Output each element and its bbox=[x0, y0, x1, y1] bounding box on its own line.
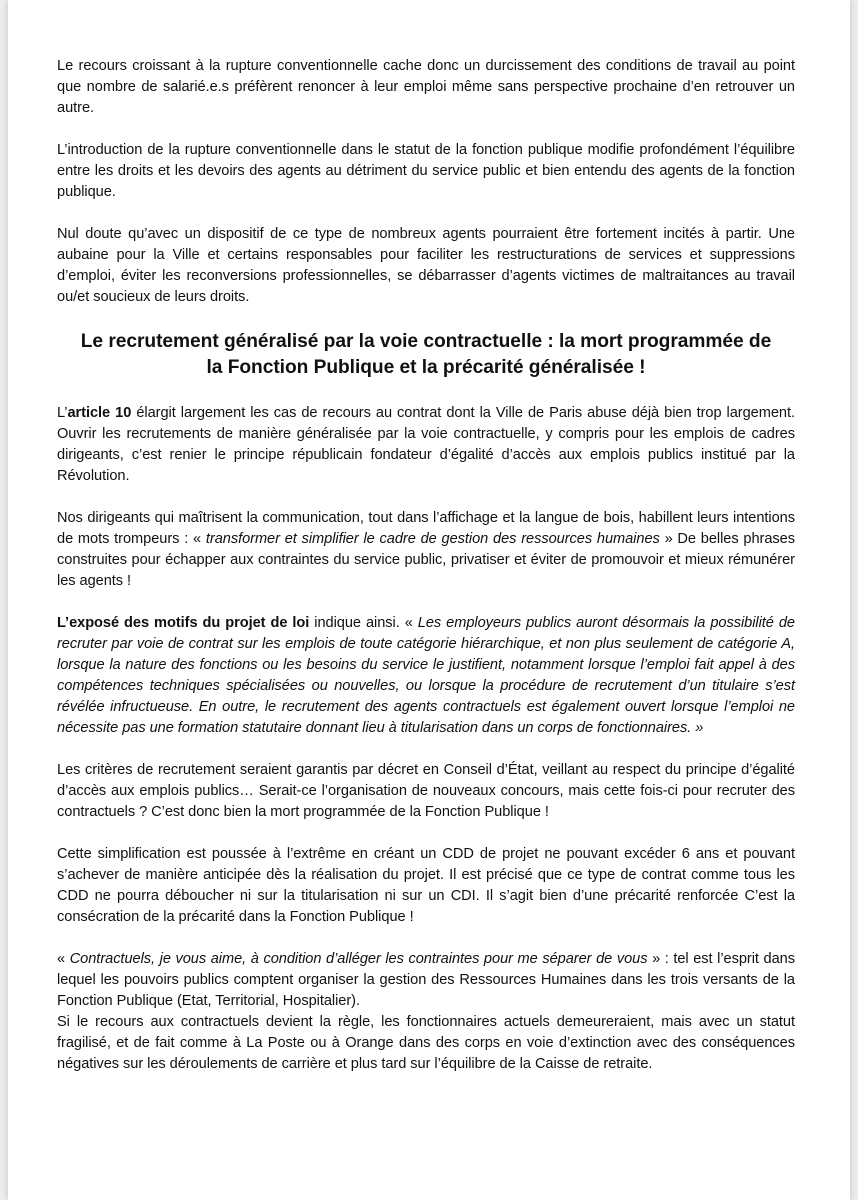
paragraph-contractuels-quote bbox=[57, 949, 795, 1012]
dirigeants-text-end: » De belles phrases construites pour échapper aux contraintes du service public, privatiser et éviter de promouvoir et mieux rémunérer les agents ! bbox=[57, 531, 795, 589]
paragraph-expose-motifs bbox=[57, 613, 795, 739]
section-heading-line-1: Le recrutement généralisé par la voie contractuelle : la mort programmée de bbox=[80, 331, 772, 352]
dirigeants-text-start: Nos dirigeants qui maîtrisent la communication, tout dans l’affichage et la langue de bois, habillent leurs intentions de mots trompeurs : « bbox=[57, 510, 795, 547]
contractuels-text: » : tel est l’esprit dans lequel les pouvoirs publics comptent organiser la gestion des Ressources Humaines dans les trois versants de la Fonction Publique (Etat, Territorial, Hospitalier). bbox=[57, 951, 795, 1009]
paragraph-criteres-recrutement: Les critères de recrutement seraient garantis par décret en Conseil d’État, veillant au respect du principe d’égalité d’accès aux emplois publics… Serait-ce l’organisation de nouveaux concours, mais cette fois-ci pour recruter des contractuels ? C’est donc bien la mort programmée de la Fonction Publique ! bbox=[57, 762, 795, 820]
article-10-bold: article 10 bbox=[67, 405, 132, 421]
paragraph-rupture-statut: L’introduction de la rupture conventionnelle dans le statut de la fonction publique modifie profondément l’équilibre entre les droits et les devoirs des agents au détriment du service public et bien entendu des agents de la fonction publique. bbox=[57, 142, 795, 200]
expose-motifs-bold: L’exposé des motifs du projet de loi bbox=[57, 615, 310, 631]
section-heading bbox=[57, 329, 795, 381]
paragraph-recours-contractuels: Si le recours aux contractuels devient la règle, les fonctionnaires actuels demeureraient, mais avec un statut fragilisé, et de fait comme à La Poste ou à Orange dans des corps en voie d’extinction avec des conséquences négatives sur les déroulements de carrière et plus tard sur l’équilibre de la Caisse de retraite. bbox=[57, 1014, 795, 1072]
article-10-text: élargit largement les cas de recours au contrat dont la Ville de Paris abuse déjà bien trop largement. Ouvrir les recrutements de manière généralisée par la voie contractuelle, y compris pour les emplois de cadres dirigeants, c’est renier le principe républicain fondateur d’égalité d’accès aux emplois publics institué par la Révolution. bbox=[57, 405, 795, 484]
article-10-prefix: L’ bbox=[57, 405, 68, 421]
paragraph-rupture-durcissement: Le recours croissant à la rupture conventionnelle cache donc un durcissement des conditions de travail au point que nombre de salarié.e.s préfèrent renoncer à leur emploi même sans perspective prochaine d’en retrouver un autre. bbox=[57, 58, 795, 116]
paragraph-dispositif-depart: Nul doute qu’avec un dispositif de ce type de nombreux agents pourraient être fortement incités à partir. Une aubaine pour la Ville et certains responsables pour faciliter les restructurations de services et suppressions d’emploi, éviter les reconversions professionnelles, se débarrasser d’agents victimes de maltraitances au travail ou/et soucieux de leurs droits. bbox=[57, 226, 795, 305]
paragraph-dirigeants bbox=[57, 508, 795, 592]
contractuels-open-quote: « bbox=[57, 951, 70, 967]
document-page bbox=[8, 0, 850, 1200]
expose-motifs-quote: Les employeurs publics auront désormais la possibilité de recruter par voie de contrat sur les emplois de toute catégorie hiérarchique, et non plus seulement de catégorie A, lorsque la nature des fonctions ou les besoins du service le justifient, notamment lorsque l’emploi fait appel à des compétences techniques spécialisées ou nouvelles, ou lorsque la procédure de recrutement d’un titulaire s’est révélée infructueuse. En outre, le recrutement des agents contractuels est également ouvert lorsque l’emploi ne nécessite pas une formation statutaire donnant lieu à titularisation dans un corps de fonctionnaires. » bbox=[57, 615, 796, 736]
section-heading-line-2: la Fonction Publique et la précarité généralisée ! bbox=[206, 357, 646, 378]
contractuels-quote: Contractuels, je vous aime, à condition d’alléger les contraintes pour me séparer de vous bbox=[69, 951, 648, 967]
paragraph-cdd-projet: Cette simplification est poussée à l’extrême en créant un CDD de projet ne pouvant excéder 6 ans et pouvant s’achever de manière anticipée dès la réalisation du projet. Il est précisé que ce type de contrat comme tous les CDD ne pourra déboucher ni sur la titularisation ni sur un CDI. Il s’agit bien d’une précarité renforcée C’est la consécration de la précarité dans la Fonction Publique ! bbox=[57, 846, 795, 925]
paragraph-article-10 bbox=[57, 403, 795, 487]
dirigeants-quote: transformer et simplifier le cadre de gestion des ressources humaines bbox=[205, 531, 660, 547]
expose-motifs-intro: indique ainsi. « bbox=[309, 615, 418, 631]
